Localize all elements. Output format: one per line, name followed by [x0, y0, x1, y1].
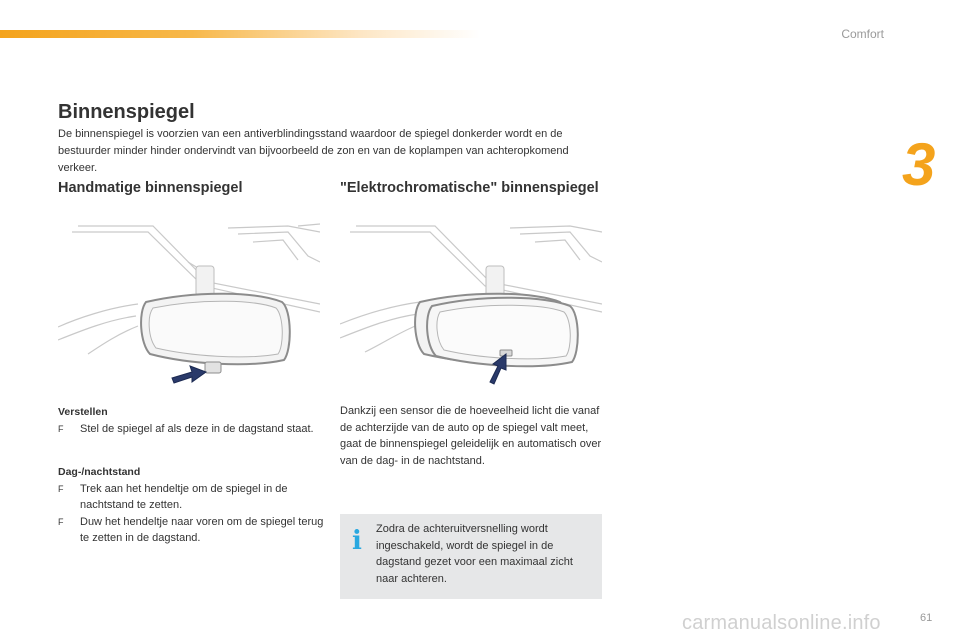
- verstellen-subhead: Verstellen: [58, 406, 108, 418]
- watermark: carmanualsonline.info: [682, 612, 881, 634]
- info-icon: i: [352, 526, 362, 556]
- page-number: 61: [920, 612, 933, 624]
- info-note-text: Zodra de achteruitversnelling wordt ingeschakeld, wordt de spiegel in de dagstand gezet voor een maximaal zicht naar achteren.: [376, 523, 573, 585]
- list-item: F Trek aan het hendeltje om de spiegel in de nachtstand te zetten.: [58, 481, 328, 514]
- electrochromic-mirror-illustration: [340, 222, 602, 390]
- manual-mirror-heading: Handmatige binnenspiegel: [58, 180, 243, 196]
- manual-mirror-illustration: [58, 222, 320, 390]
- header-accent-bar: [0, 30, 480, 38]
- verstellen-block: [58, 404, 328, 437]
- chapter-number: 3: [902, 131, 936, 198]
- list-item: F Duw het hendeltje naar voren om de spiegel terug te zetten in de dagstand.: [58, 514, 328, 547]
- page-title: Binnenspiegel: [58, 101, 195, 123]
- electrochromic-mirror-heading: "Elektrochromatische" binnenspiegel: [340, 180, 599, 196]
- bullet-icon: F: [58, 483, 64, 494]
- info-note: [340, 514, 602, 599]
- list-item: F Stel de spiegel af als deze in de dagstand staat.: [58, 421, 328, 438]
- push-arrow-icon: [172, 366, 206, 383]
- section-label: Comfort: [841, 27, 884, 41]
- electrochromic-description: Dankzij een sensor die de hoeveelheid licht die vanaf de achterzijde van de auto op de spiegel valt meet, gaat de binnenspiegel geleidelijk en automatisch over van de dag- in de nachtstand.: [340, 405, 602, 467]
- intro-paragraph: De binnenspiegel is voorzien van een antiverblindingsstand waardoor de spiegel donkerder wordt en de bestuurder minder hinder ondervindt van bijvoorbeeld de zon en van de koplampen van achteropkomend verkeer.: [58, 128, 569, 174]
- dagnacht-subhead: Dag-/nachtstand: [58, 466, 141, 478]
- dagnacht-block: [58, 464, 328, 547]
- bullet-icon: F: [58, 516, 64, 527]
- bullet-icon: F: [58, 423, 64, 434]
